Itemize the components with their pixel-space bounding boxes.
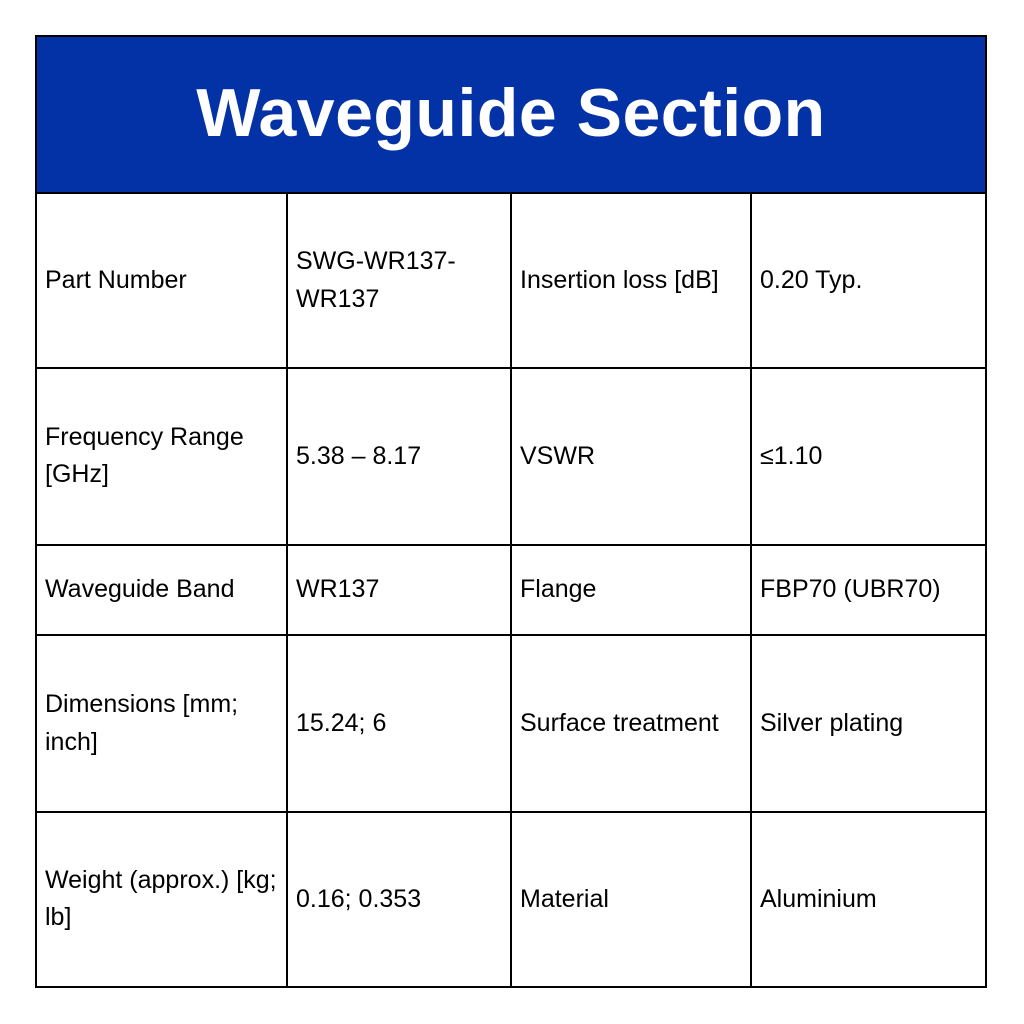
spec-value: 5.38 – 8.17 xyxy=(287,368,511,545)
spec-value: FBP70 (UBR70) xyxy=(751,545,985,636)
spec-value: Aluminium xyxy=(751,812,985,986)
spec-label: Flange xyxy=(511,545,751,636)
spec-label: Material xyxy=(511,812,751,986)
spec-label: Surface treatment xyxy=(511,635,751,812)
spec-label: Weight (approx.) [kg; lb] xyxy=(37,812,287,986)
table-row xyxy=(37,545,985,636)
table-row xyxy=(37,635,985,812)
spec-label: Frequency Range [GHz] xyxy=(37,368,287,545)
spec-value: 15.24; 6 xyxy=(287,635,511,812)
spec-value: SWG-WR137-WR137 xyxy=(287,194,511,368)
spec-value: WR137 xyxy=(287,545,511,636)
table-row xyxy=(37,194,985,368)
spec-value: 0.20 Typ. xyxy=(751,194,985,368)
spec-value: Silver plating xyxy=(751,635,985,812)
spec-label: VSWR xyxy=(511,368,751,545)
spec-value: 0.16; 0.353 xyxy=(287,812,511,986)
spec-table xyxy=(37,194,985,986)
table-row xyxy=(37,812,985,986)
spec-value: ≤1.10 xyxy=(751,368,985,545)
spec-label: Dimensions [mm; inch] xyxy=(37,635,287,812)
page-title: Waveguide Section xyxy=(196,74,826,151)
header-banner xyxy=(37,37,985,194)
table-row xyxy=(37,368,985,545)
spec-label: Insertion loss [dB] xyxy=(511,194,751,368)
spec-label: Part Number xyxy=(37,194,287,368)
spec-label: Waveguide Band xyxy=(37,545,287,636)
spec-sheet xyxy=(35,35,987,988)
